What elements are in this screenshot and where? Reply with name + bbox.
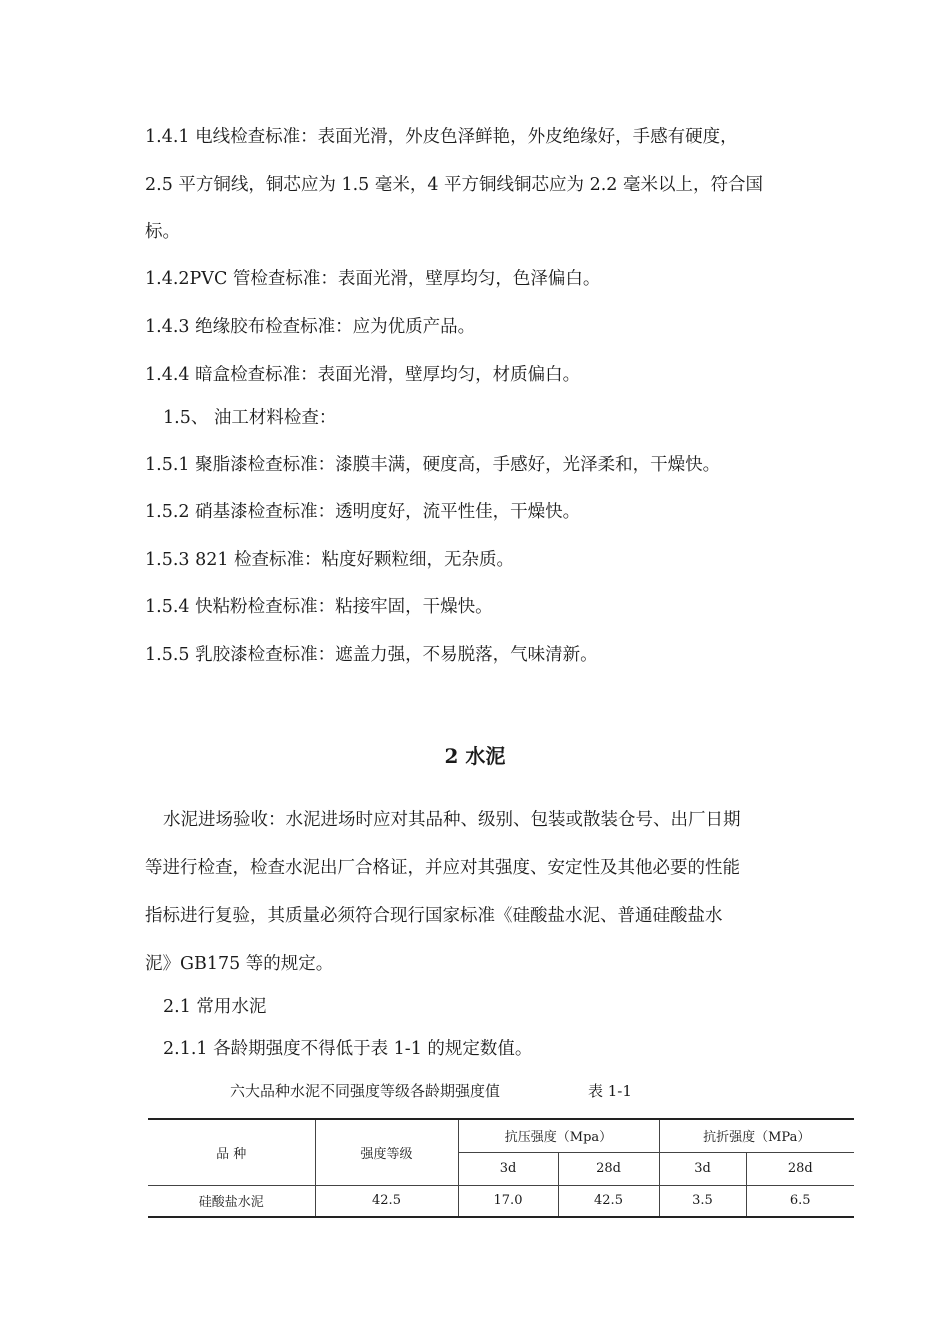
subheader-3d: 3d	[659, 1152, 746, 1185]
text-line: 1.5.4 快粘粉检查标准：粘接牢固，干燥快。	[145, 597, 493, 617]
paragraph-line: 水泥进场验收：水泥进场时应对其品种、级别、包装或散装仓号、出厂日期	[163, 810, 741, 830]
paragraph-line: 指标进行复验，其质量必须符合现行国家标准《硅酸盐水泥、普通硅酸盐水	[145, 906, 723, 926]
section-heading: 2.1 常用水泥	[163, 997, 267, 1017]
subheader-28d: 28d	[558, 1152, 659, 1185]
text-line: 1.4.4 暗盒检查标准：表面光滑，壁厚均匀，材质偏白。	[145, 365, 581, 385]
text-line: 1.5.2 硝基漆检查标准：透明度好，流平性佳，干燥快。	[145, 502, 581, 522]
table-cell: 6.5	[746, 1185, 854, 1217]
header-grade: 强度等级	[315, 1119, 458, 1185]
strength-table	[148, 1118, 854, 1218]
table-caption	[230, 1080, 632, 1101]
header-compressive: 抗压强度（Mpa）	[458, 1119, 659, 1152]
table-row	[148, 1185, 854, 1217]
header-flexural: 抗折强度（MPa）	[659, 1119, 854, 1152]
text-line: 1.4.1 电线检查标准：表面光滑，外皮色泽鲜艳，外皮绝缘好，手感有硬度，	[145, 127, 738, 147]
table-cell: 硅酸盐水泥	[148, 1185, 315, 1217]
table-cell: 3.5	[659, 1185, 746, 1217]
paragraph-line: 泥》GB175 等的规定。	[145, 954, 334, 974]
table-cell: 42.5	[558, 1185, 659, 1217]
header-variety: 品 种	[148, 1119, 315, 1185]
section-heading: 1.5、 油工材料检查：	[163, 408, 337, 428]
table-cell: 42.5	[315, 1185, 458, 1217]
table-caption-title: 六大品种水泥不同强度等级各龄期强度值	[230, 1082, 501, 1100]
subheader-28d: 28d	[746, 1152, 854, 1185]
paragraph-line: 等进行检查，检查水泥出厂合格证，并应对其强度、安定性及其他必要的性能	[145, 858, 740, 878]
table-number: 表 1-1	[588, 1082, 632, 1100]
table-cell: 17.0	[458, 1185, 558, 1217]
text-line: 1.5.5 乳胶漆检查标准：遮盖力强，不易脱落，气味清新。	[145, 645, 598, 665]
chapter-title: 2 水泥	[444, 744, 506, 768]
text-line: 标。	[145, 222, 180, 242]
text-line: 2.5 平方铜线，铜芯应为 1.5 毫米，4 平方铜线铜芯应为 2.2 毫米以上，符合国	[145, 175, 764, 195]
section-heading: 2.1.1 各龄期强度不得低于表 1-1 的规定数值。	[163, 1039, 533, 1059]
text-line: 1.5.3 821 检查标准：粘度好颗粒细，无杂质。	[145, 550, 515, 570]
text-line: 1.5.1 聚脂漆检查标准：漆膜丰满，硬度高，手感好，光泽柔和，干燥快。	[145, 455, 721, 475]
text-line: 1.4.3 绝缘胶布检查标准：应为优质产品。	[145, 317, 476, 337]
subheader-3d: 3d	[458, 1152, 558, 1185]
text-line: 1.4.2PVC 管检查标准：表面光滑，壁厚均匀，色泽偏白。	[145, 269, 601, 289]
